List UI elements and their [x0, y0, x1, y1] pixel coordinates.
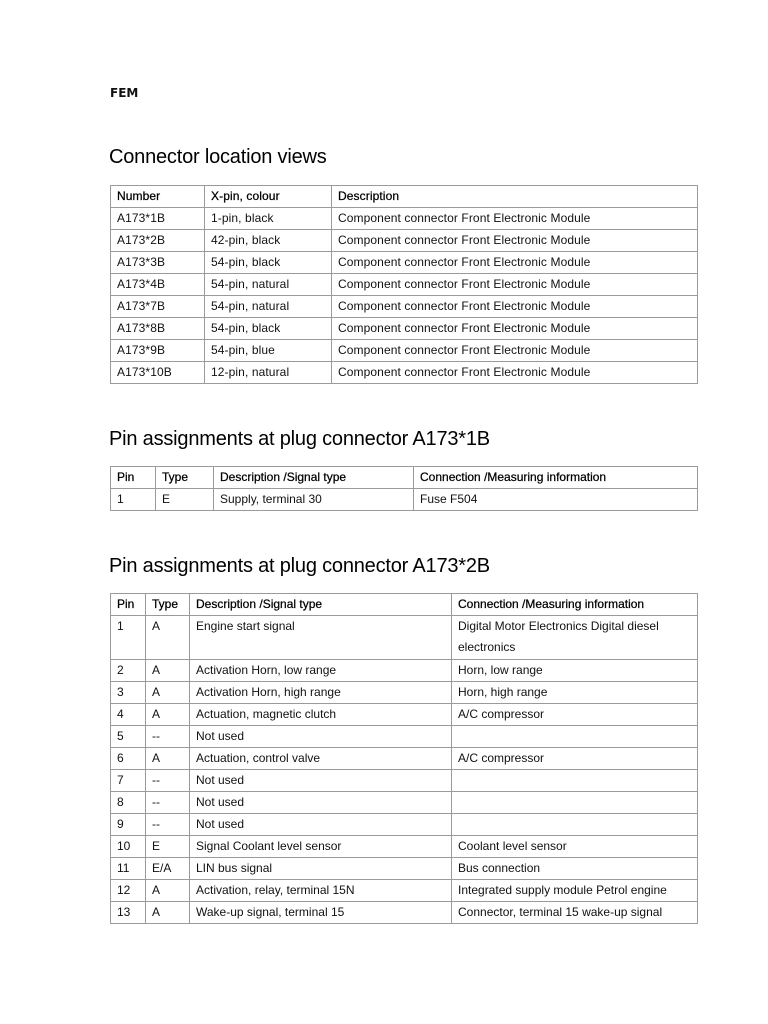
table-cell: A173*7B	[111, 296, 205, 318]
table-cell: 54-pin, natural	[205, 296, 332, 318]
table-cell: Connector, terminal 15 wake-up signal	[452, 902, 698, 924]
table-row	[111, 340, 698, 362]
table-cell: 54-pin, blue	[205, 340, 332, 362]
pin-assignments-a173-2b-table	[110, 593, 698, 924]
table-row	[111, 704, 698, 726]
column-header: Description /Signal type	[190, 594, 452, 616]
table-cell: E/A	[146, 858, 190, 880]
column-header: Type	[156, 467, 214, 489]
table-row	[111, 880, 698, 902]
table-row	[111, 902, 698, 924]
table-row	[111, 814, 698, 836]
table-cell: A173*10B	[111, 362, 205, 384]
table-cell: Component connector Front Electronic Module	[332, 252, 698, 274]
table-cell: 54-pin, natural	[205, 274, 332, 296]
table-row	[111, 318, 698, 340]
table-cell: --	[146, 792, 190, 814]
table-row	[111, 616, 698, 660]
table-cell: A	[146, 660, 190, 682]
table-cell: 54-pin, black	[205, 318, 332, 340]
table-cell: 8	[111, 792, 146, 814]
table-cell: 11	[111, 858, 146, 880]
column-header: Description /Signal type	[214, 467, 414, 489]
column-header: Type	[146, 594, 190, 616]
table-cell: A/C compressor	[452, 748, 698, 770]
table-row	[111, 252, 698, 274]
table-row	[111, 792, 698, 814]
table-row	[111, 660, 698, 682]
table-cell	[452, 792, 698, 814]
table-cell: A173*2B	[111, 230, 205, 252]
table-cell: A	[146, 880, 190, 902]
table-cell: --	[146, 814, 190, 836]
table-cell: Component connector Front Electronic Module	[332, 296, 698, 318]
table-cell: Coolant level sensor	[452, 836, 698, 858]
table-cell: Engine start signal	[190, 616, 452, 660]
column-header: Number	[111, 186, 205, 208]
table-cell: 12-pin, natural	[205, 362, 332, 384]
document-label: FEM	[110, 86, 139, 100]
column-header: Connection /Measuring information	[452, 594, 698, 616]
table-row	[111, 682, 698, 704]
pin-assignments-a173-1b-table	[110, 466, 698, 511]
table-cell: Component connector Front Electronic Module	[332, 208, 698, 230]
section-heading-connector-location-views: Connector location views	[109, 146, 327, 168]
table-cell: 7	[111, 770, 146, 792]
table-cell: Component connector Front Electronic Module	[332, 318, 698, 340]
table-row	[111, 296, 698, 318]
table-header-row	[111, 594, 698, 616]
table-header-row	[111, 186, 698, 208]
table-cell: Activation Horn, low range	[190, 660, 452, 682]
table-cell: Actuation, control valve	[190, 748, 452, 770]
table-row	[111, 362, 698, 384]
table-cell	[452, 770, 698, 792]
table-cell: Not used	[190, 726, 452, 748]
column-header: Description	[332, 186, 698, 208]
table-cell: 6	[111, 748, 146, 770]
column-header: Pin	[111, 467, 156, 489]
table-cell: Actuation, magnetic clutch	[190, 704, 452, 726]
table-cell: Wake-up signal, terminal 15	[190, 902, 452, 924]
table-cell: Component connector Front Electronic Module	[332, 362, 698, 384]
table-cell: Activation, relay, terminal 15N	[190, 880, 452, 902]
section-heading-pin-assignments-a173-2b: Pin assignments at plug connector A173*2B	[109, 555, 490, 577]
table-cell: Integrated supply module Petrol engine	[452, 880, 698, 902]
table-cell: Signal Coolant level sensor	[190, 836, 452, 858]
table-cell: 13	[111, 902, 146, 924]
table-cell: A/C compressor	[452, 704, 698, 726]
table-cell: A	[146, 748, 190, 770]
table-cell	[452, 814, 698, 836]
table-row	[111, 836, 698, 858]
table-cell: Component connector Front Electronic Module	[332, 274, 698, 296]
table-cell: 5	[111, 726, 146, 748]
table-row	[111, 230, 698, 252]
table-cell: Not used	[190, 814, 452, 836]
table-cell: Horn, high range	[452, 682, 698, 704]
table-cell: 3	[111, 682, 146, 704]
table-cell: A	[146, 902, 190, 924]
table-row	[111, 208, 698, 230]
table-cell: A173*8B	[111, 318, 205, 340]
table-cell: Component connector Front Electronic Module	[332, 340, 698, 362]
column-header: Pin	[111, 594, 146, 616]
table-cell: Not used	[190, 770, 452, 792]
table-cell: --	[146, 770, 190, 792]
table-cell: Bus connection	[452, 858, 698, 880]
table-cell: Component connector Front Electronic Module	[332, 230, 698, 252]
table-cell: Horn, low range	[452, 660, 698, 682]
table-cell: 2	[111, 660, 146, 682]
table-cell: A173*9B	[111, 340, 205, 362]
table-cell: Activation Horn, high range	[190, 682, 452, 704]
table-row	[111, 489, 698, 511]
table-cell: E	[146, 836, 190, 858]
table-row	[111, 274, 698, 296]
table-cell: 42-pin, black	[205, 230, 332, 252]
table-row	[111, 770, 698, 792]
table-cell: 1	[111, 616, 146, 660]
table-cell: Supply, terminal 30	[214, 489, 414, 511]
table-cell: 10	[111, 836, 146, 858]
table-cell: A	[146, 616, 190, 660]
table-cell: A173*1B	[111, 208, 205, 230]
table-cell: LIN bus signal	[190, 858, 452, 880]
column-header: X-pin, colour	[205, 186, 332, 208]
table-cell: --	[146, 726, 190, 748]
table-cell: A	[146, 704, 190, 726]
section-heading-pin-assignments-a173-1b: Pin assignments at plug connector A173*1B	[109, 428, 490, 450]
table-cell: E	[156, 489, 214, 511]
table-header-row	[111, 467, 698, 489]
table-cell: A	[146, 682, 190, 704]
table-cell: 1	[111, 489, 156, 511]
table-cell: 1-pin, black	[205, 208, 332, 230]
table-cell: Not used	[190, 792, 452, 814]
column-header: Connection /Measuring information	[414, 467, 698, 489]
table-cell: Fuse F504	[414, 489, 698, 511]
table-cell: 54-pin, black	[205, 252, 332, 274]
table-cell: 4	[111, 704, 146, 726]
table-cell: Digital Motor Electronics Digital diesel electronics	[452, 616, 698, 660]
connector-location-table	[110, 185, 698, 384]
table-row	[111, 726, 698, 748]
table-cell: 9	[111, 814, 146, 836]
table-cell: 12	[111, 880, 146, 902]
table-row	[111, 748, 698, 770]
table-row	[111, 858, 698, 880]
table-cell: A173*4B	[111, 274, 205, 296]
table-cell	[452, 726, 698, 748]
table-cell: A173*3B	[111, 252, 205, 274]
